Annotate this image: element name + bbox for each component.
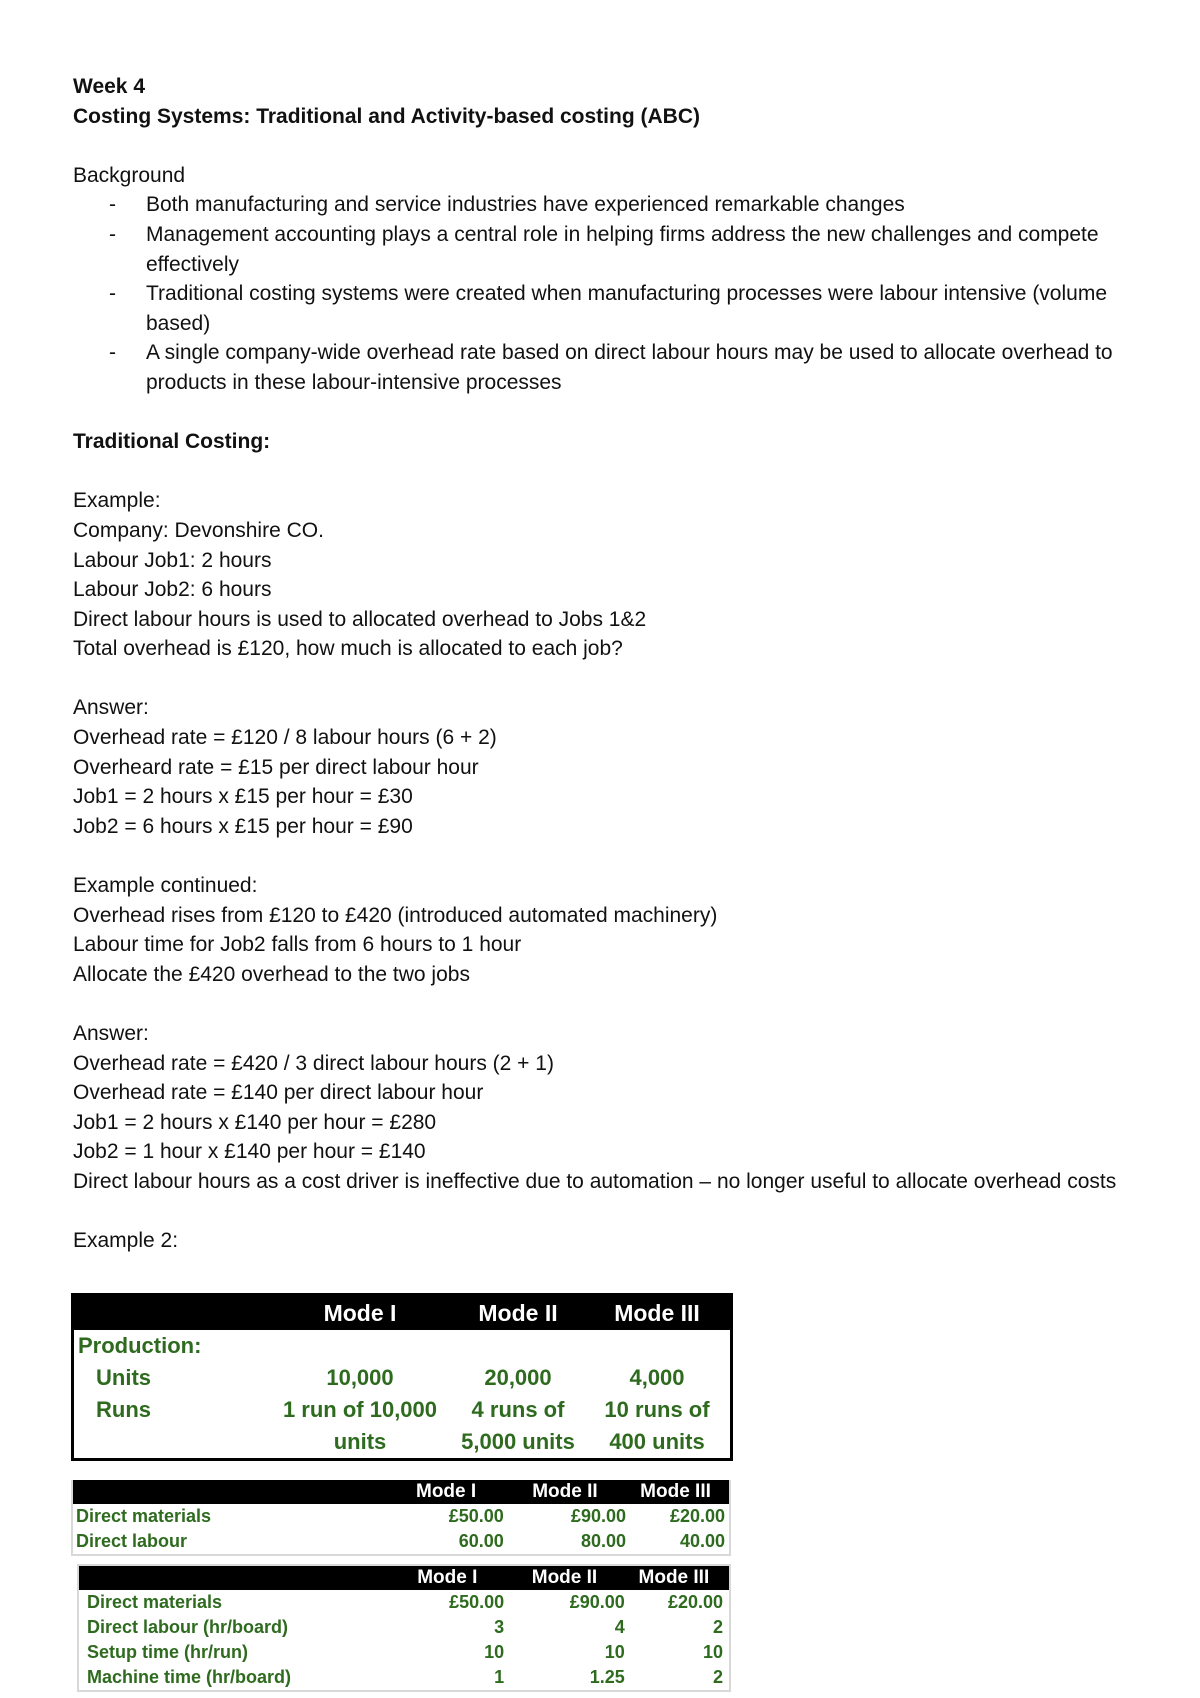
cell: £20.00 (669, 1506, 725, 1526)
cell: 20,000 (484, 1365, 552, 1390)
table-header (79, 1566, 729, 1590)
table-row (74, 1394, 730, 1426)
header-cell: Mode II (532, 1481, 598, 1502)
table-row (79, 1590, 729, 1615)
row-label: Units (96, 1365, 151, 1390)
cell: 1 (494, 1667, 505, 1687)
text-line: Labour Job1: 2 hours (73, 548, 272, 572)
header-cell: Mode III (614, 1299, 700, 1326)
table-header (74, 1296, 730, 1330)
cell: 4 (614, 1617, 625, 1637)
header-cell: Mode III (638, 1567, 710, 1588)
table-header (73, 1480, 729, 1504)
cell: 10 (604, 1642, 625, 1662)
cell: 60.00 (458, 1531, 504, 1551)
cell: 4 runs of (471, 1397, 565, 1422)
header-cell: Mode II (478, 1299, 558, 1326)
list-item: - A single company-wide overhead rate based on direct labour hours may be used to allocate overhead to products in these labour-intensive processes (73, 338, 1133, 397)
row-label: Direct labour (hr/board) (87, 1617, 289, 1637)
text-line: Labour Job2: 6 hours (73, 578, 272, 602)
table-row (79, 1640, 729, 1665)
text-line: Overhead rises from £120 to £420 (introduced automated machinery) (73, 903, 718, 927)
text-line: Job1 = 2 hours x £15 per hour = £30 (73, 785, 413, 809)
cell: £90.00 (569, 1592, 625, 1612)
row-label: Runs (96, 1397, 151, 1422)
cell: 1.25 (589, 1667, 625, 1687)
text-line: Answer: (73, 1022, 149, 1045)
cell: 10 (702, 1642, 723, 1662)
text-line: Answer: (73, 696, 149, 720)
row-label: Direct materials (87, 1592, 223, 1612)
text-line: Allocate the £420 overhead to the two jobs (73, 962, 470, 986)
text-line: Overhead rate = £120 / 8 labour hours (6 + 2) (73, 726, 497, 750)
cell: 4,000 (629, 1365, 685, 1390)
text-line: Example: (73, 489, 161, 513)
cell: 10,000 (326, 1365, 394, 1390)
cell: 80.00 (581, 1531, 627, 1551)
table-row (74, 1426, 730, 1458)
cell: 1 run of 10,000 (282, 1397, 438, 1422)
list-item: - Traditional costing systems were created when manufacturing processes were labour intensive (volume based) (73, 279, 1133, 338)
production-table (71, 1293, 733, 1461)
background-list (73, 190, 1133, 397)
row-label: Machine time (hr/board) (87, 1667, 292, 1687)
document-page (73, 72, 1133, 1256)
table-row (79, 1615, 729, 1640)
header-cell: Mode I (417, 1567, 478, 1588)
week-heading: Week 4 (73, 75, 145, 98)
text-line: Direct labour hours as a cost driver is ineffective due to automation – no longer useful to allocate overhead costs (73, 1169, 1117, 1193)
text-line: Job2 = 6 hours x £15 per hour = £90 (73, 814, 413, 838)
cell: 2 (712, 1617, 723, 1637)
cell: 5,000 units (461, 1429, 575, 1454)
cell: £50.00 (449, 1592, 505, 1612)
cell: 3 (494, 1617, 505, 1637)
table-row (73, 1529, 729, 1554)
table-row (74, 1362, 730, 1394)
row-label: Setup time (hr/run) (87, 1642, 248, 1662)
row-label (74, 1426, 274, 1458)
text-line: Overhead rate = £140 per direct labour hour (73, 1081, 484, 1105)
list-item: - Management accounting plays a central role in helping firms address the new challenges and compete effectively (73, 220, 1133, 279)
cell: 10 (484, 1642, 505, 1662)
direct-cost-table (71, 1480, 731, 1556)
cell: 40.00 (679, 1531, 725, 1551)
cell: £20.00 (667, 1592, 723, 1612)
text-line: Overheard rate = £15 per direct labour hour (73, 755, 479, 779)
text-line: Example continued: (73, 874, 258, 898)
text-line: Overhead rate = £420 / 3 direct labour hours (2 + 1) (73, 1051, 554, 1075)
header-cell: Mode I (416, 1481, 477, 1502)
row-label: Direct materials (76, 1506, 212, 1526)
text-line: Job1 = 2 hours x £140 per hour = £280 (73, 1110, 437, 1134)
cell: £90.00 (570, 1506, 627, 1526)
cell: 400 units (609, 1429, 705, 1454)
cell: 2 (712, 1667, 723, 1687)
traditional-costing-heading: Traditional Costing: (73, 430, 271, 454)
cell: 10 runs of (604, 1397, 710, 1422)
text-line: Direct labour hours is used to allocated overhead to Jobs 1&2 (73, 607, 647, 631)
text-line: Labour time for Job2 falls from 6 hours to 1 hour (73, 933, 522, 957)
example2-label: Example 2: (73, 1229, 179, 1253)
resource-usage-table (77, 1564, 731, 1692)
text-line: Job2 = 1 hour x £140 per hour = £140 (73, 1140, 426, 1164)
text-line: Total overhead is £120, how much is allocated to each job? (73, 637, 623, 661)
header-cell: Mode III (640, 1481, 711, 1502)
header-cell: Mode II (531, 1567, 598, 1588)
table-row (79, 1665, 729, 1690)
cell: units (333, 1429, 387, 1454)
text-line: Company: Devonshire CO. (73, 518, 324, 542)
cell: £50.00 (448, 1506, 504, 1526)
background-label: Background (73, 163, 186, 187)
section-label: Production: (78, 1333, 202, 1358)
answer2-block (73, 1019, 1133, 1197)
header-cell: Mode I (323, 1299, 397, 1326)
list-item: - Both manufacturing and service industries have experienced remarkable changes (73, 190, 1133, 220)
table-row (73, 1504, 729, 1529)
row-label: Direct labour (76, 1531, 188, 1551)
answer1-block (73, 693, 1133, 841)
example1-block (73, 486, 1133, 664)
table-row (74, 1330, 730, 1362)
example1-continued-block (73, 871, 1133, 989)
page-title: Costing Systems: Traditional and Activity-based costing (ABC) (73, 104, 700, 128)
